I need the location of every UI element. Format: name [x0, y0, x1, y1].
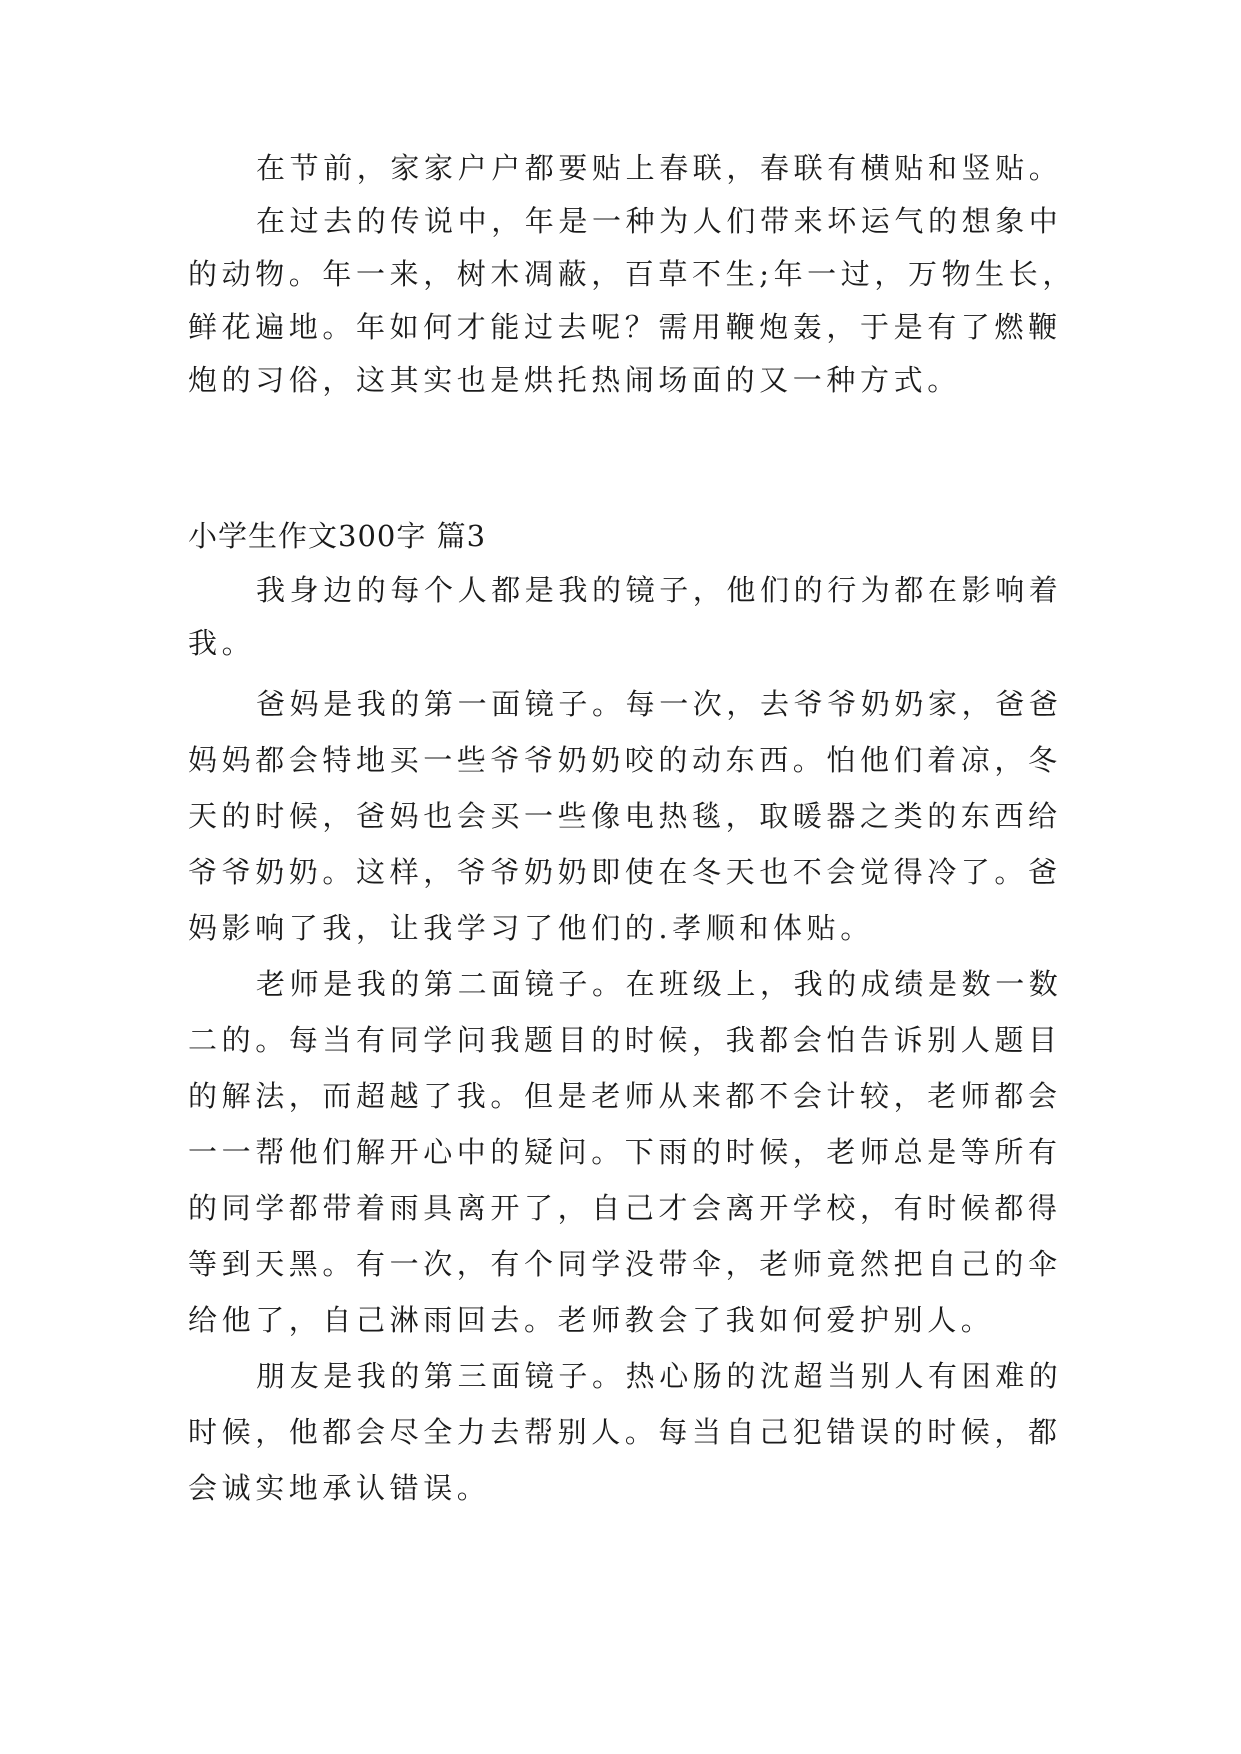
paragraph-line: 的动物。年一来，树木凋蔽，百草不生;年一过，万物生长， — [188, 257, 1076, 291]
paragraph-line: 会诚实地承认错误。 — [188, 1471, 491, 1505]
paragraph-line: 爷爷奶奶。这样，爷爷奶奶即使在冬天也不会觉得冷了。爸 — [188, 855, 1062, 889]
paragraph-line: 我身边的每个人都是我的镜子，他们的行为都在影响着 — [256, 573, 1063, 607]
paragraph-line: 妈妈都会特地买一些爷爷奶奶咬的动东西。怕他们着凉，冬 — [188, 743, 1062, 777]
paragraph-line: 妈影响了我，让我学习了他们的.孝顺和体贴。 — [188, 911, 874, 945]
paragraph-line: 的同学都带着雨具离开了，自己才会离开学校，有时候都得 — [188, 1191, 1062, 1225]
paragraph-line: 等到天黑。有一次，有个同学没带伞，老师竟然把自己的伞 — [188, 1247, 1062, 1281]
paragraph-line: 朋友是我的第三面镜子。热心肠的沈超当别人有困难的 — [256, 1359, 1063, 1393]
section-heading: 小学生作文300字 篇3 — [188, 519, 487, 553]
paragraph-line: 在节前，家家户户都要贴上春联，春联有横贴和竖贴。 — [256, 151, 1063, 185]
paragraph-line: 我。 — [188, 626, 256, 660]
paragraph-line: 天的时候，爸妈也会买一些像电热毯，取暖器之类的东西给 — [188, 799, 1062, 833]
paragraph-line: 老师是我的第二面镜子。在班级上，我的成绩是数一数 — [256, 967, 1063, 1001]
paragraph-line: 的解法，而超越了我。但是老师从来都不会计较，老师都会 — [188, 1079, 1062, 1113]
paragraph-line: 二的。每当有同学问我题目的时候，我都会怕告诉别人题目 — [188, 1023, 1062, 1057]
paragraph-line: 在过去的传说中，年是一种为人们带来坏运气的想象中 — [256, 204, 1063, 238]
paragraph-line: 鲜花遍地。年如何才能过去呢？需用鞭炮轰，于是有了燃鞭 — [188, 310, 1062, 344]
paragraph-line: 一一帮他们解开心中的疑问。下雨的时候，老师总是等所有 — [188, 1135, 1062, 1169]
paragraph-line: 给他了，自己淋雨回去。老师教会了我如何爱护别人。 — [188, 1303, 995, 1337]
paragraph-line: 炮的习俗，这其实也是烘托热闹场面的又一种方式。 — [188, 363, 961, 397]
paragraph-line: 时候，他都会尽全力去帮别人。每当自己犯错误的时候，都 — [188, 1415, 1062, 1449]
paragraph-line: 爸妈是我的第一面镜子。每一次，去爷爷奶奶家，爸爸 — [256, 687, 1063, 721]
